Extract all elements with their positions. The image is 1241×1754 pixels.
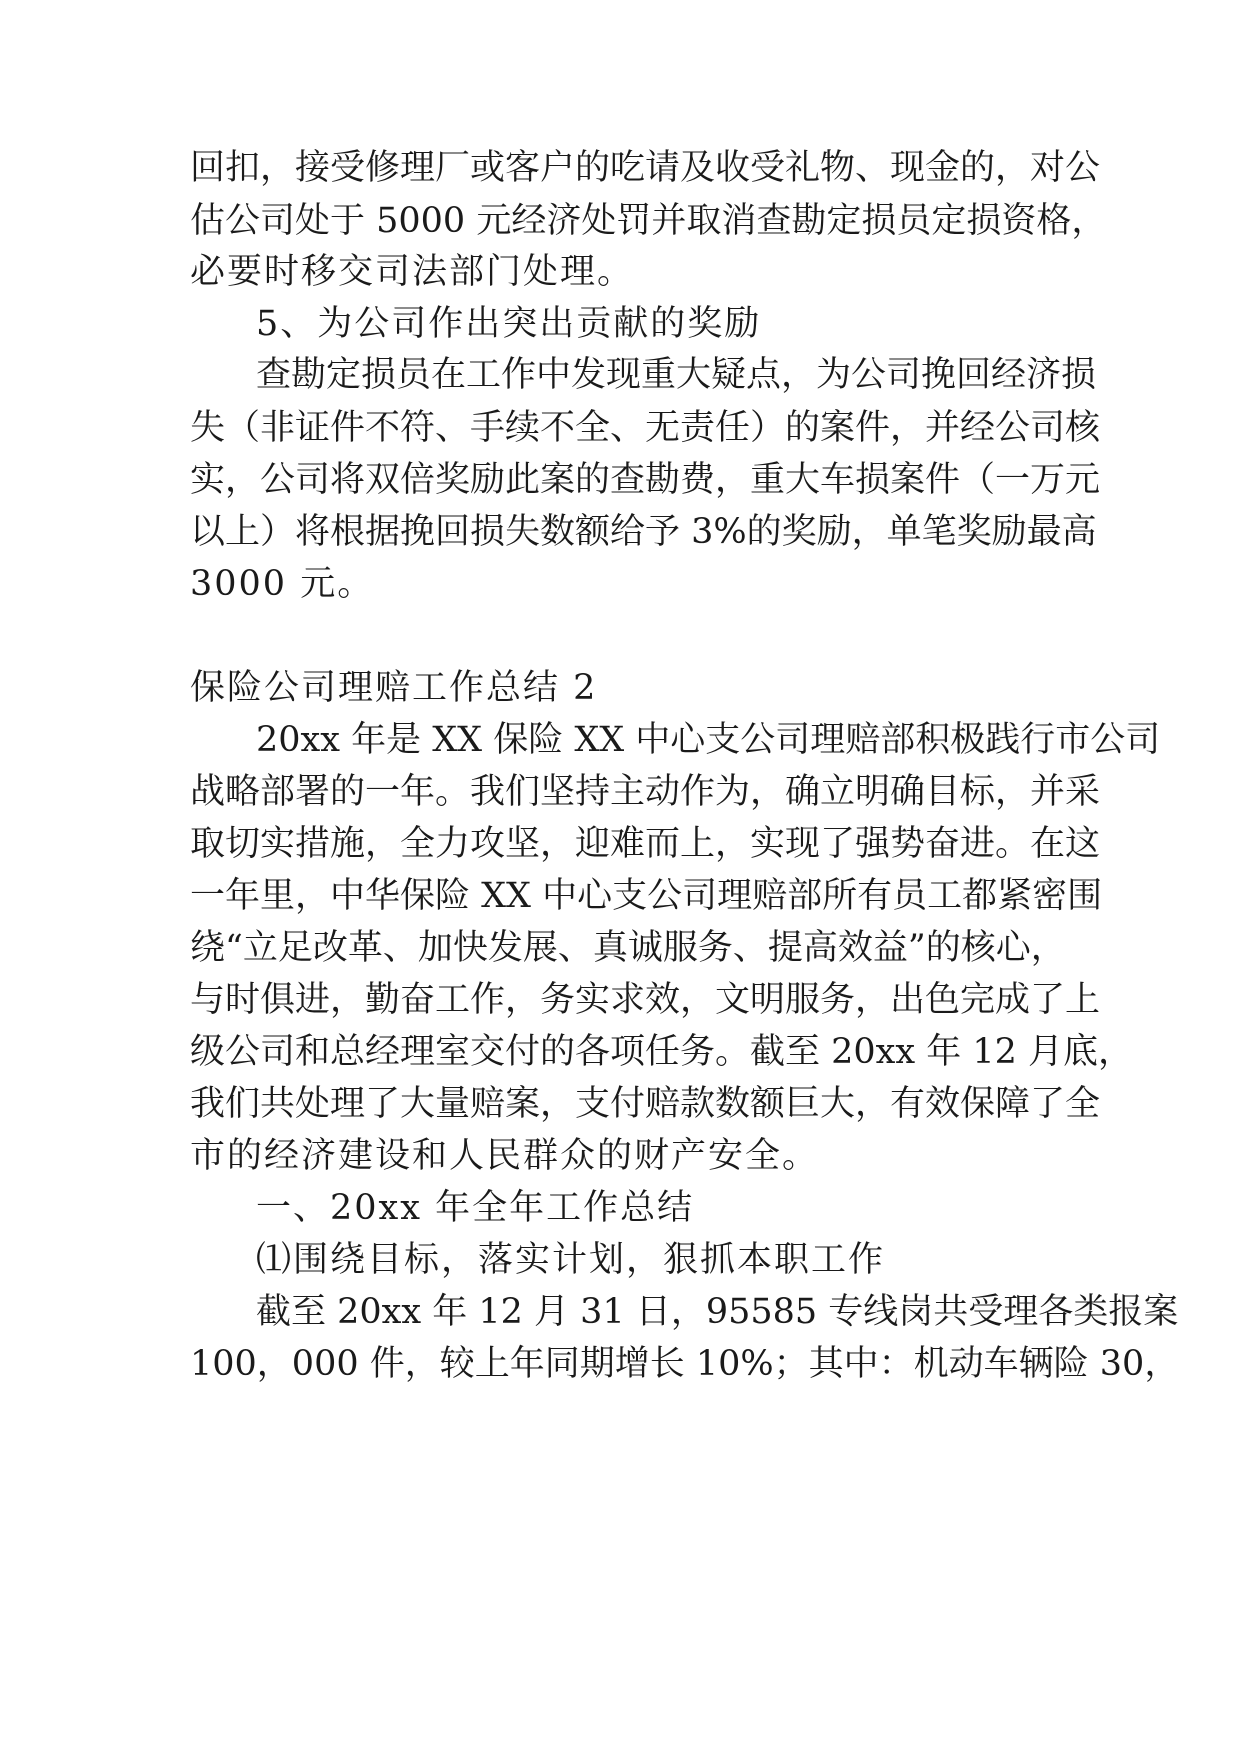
paragraph-line: 3000 元。 (190, 564, 375, 604)
paragraph-line: 查勘定损员在工作中发现重大疑点，为公司挽回经济损 (256, 355, 1097, 395)
paragraph-line: 一年里，中华保险 XX 中心支公司理赔部所有员工都紧密围 (190, 876, 1103, 916)
paragraph-line: 回扣，接受修理厂或客户的吃请及收受礼物、现金的，对公 (190, 148, 1101, 188)
paragraph-line: 以上）将根据挽回损失数额给予 3%的奖励，单笔奖励最高 (190, 512, 1097, 552)
document-title: 保险公司理赔工作总结 2 (190, 668, 598, 708)
subsection-heading: ⑴围绕目标，落实计划，狠抓本职工作 (256, 1240, 886, 1280)
paragraph-line: 20xx 年是 XX 保险 XX 中心支公司理赔部积极践行市公司 (256, 720, 1161, 760)
paragraph-line: 失（非证件不符、手续不全、无责任）的案件，并经公司核 (190, 408, 1101, 448)
section-heading: 一、20xx 年全年工作总结 (256, 1188, 695, 1228)
paragraph-line: 必要时移交司法部门处理。 (190, 252, 635, 292)
paragraph-line: 市的经济建设和人民群众的财产安全。 (190, 1136, 820, 1176)
paragraph-line: 绕“立足改革、加快发展、真诚服务、提高效益”的核心， (190, 928, 1066, 968)
paragraph-line: 估公司处于 5000 元经济处罚并取消查勘定损员定损资格， (190, 201, 1107, 241)
paragraph-line: 战略部署的一年。我们坚持主动作为，确立明确目标，并采 (190, 772, 1101, 812)
paragraph-line: 级公司和总经理室交付的各项任务。截至 20xx 年 12 月底， (190, 1032, 1134, 1072)
section-heading: 5、为公司作出突出贡献的奖励 (256, 304, 762, 344)
paragraph-line: 100，000 件，较上年同期增长 10%；其中：机动车辆险 30， (190, 1344, 1180, 1384)
paragraph-line: 我们共处理了大量赔案，支付赔款数额巨大，有效保障了全 (190, 1084, 1101, 1124)
paragraph-line: 与时俱进，勤奋工作，务实求效，文明服务，出色完成了上 (190, 980, 1101, 1020)
paragraph-line: 取切实措施，全力攻坚，迎难而上，实现了强势奋进。在这 (190, 824, 1101, 864)
paragraph-line: 截至 20xx 年 12 月 31 日，95585 专线岗共受理各类报案 (256, 1292, 1179, 1332)
paragraph-line: 实，公司将双倍奖励此案的查勘费，重大车损案件（一万元 (190, 460, 1101, 500)
